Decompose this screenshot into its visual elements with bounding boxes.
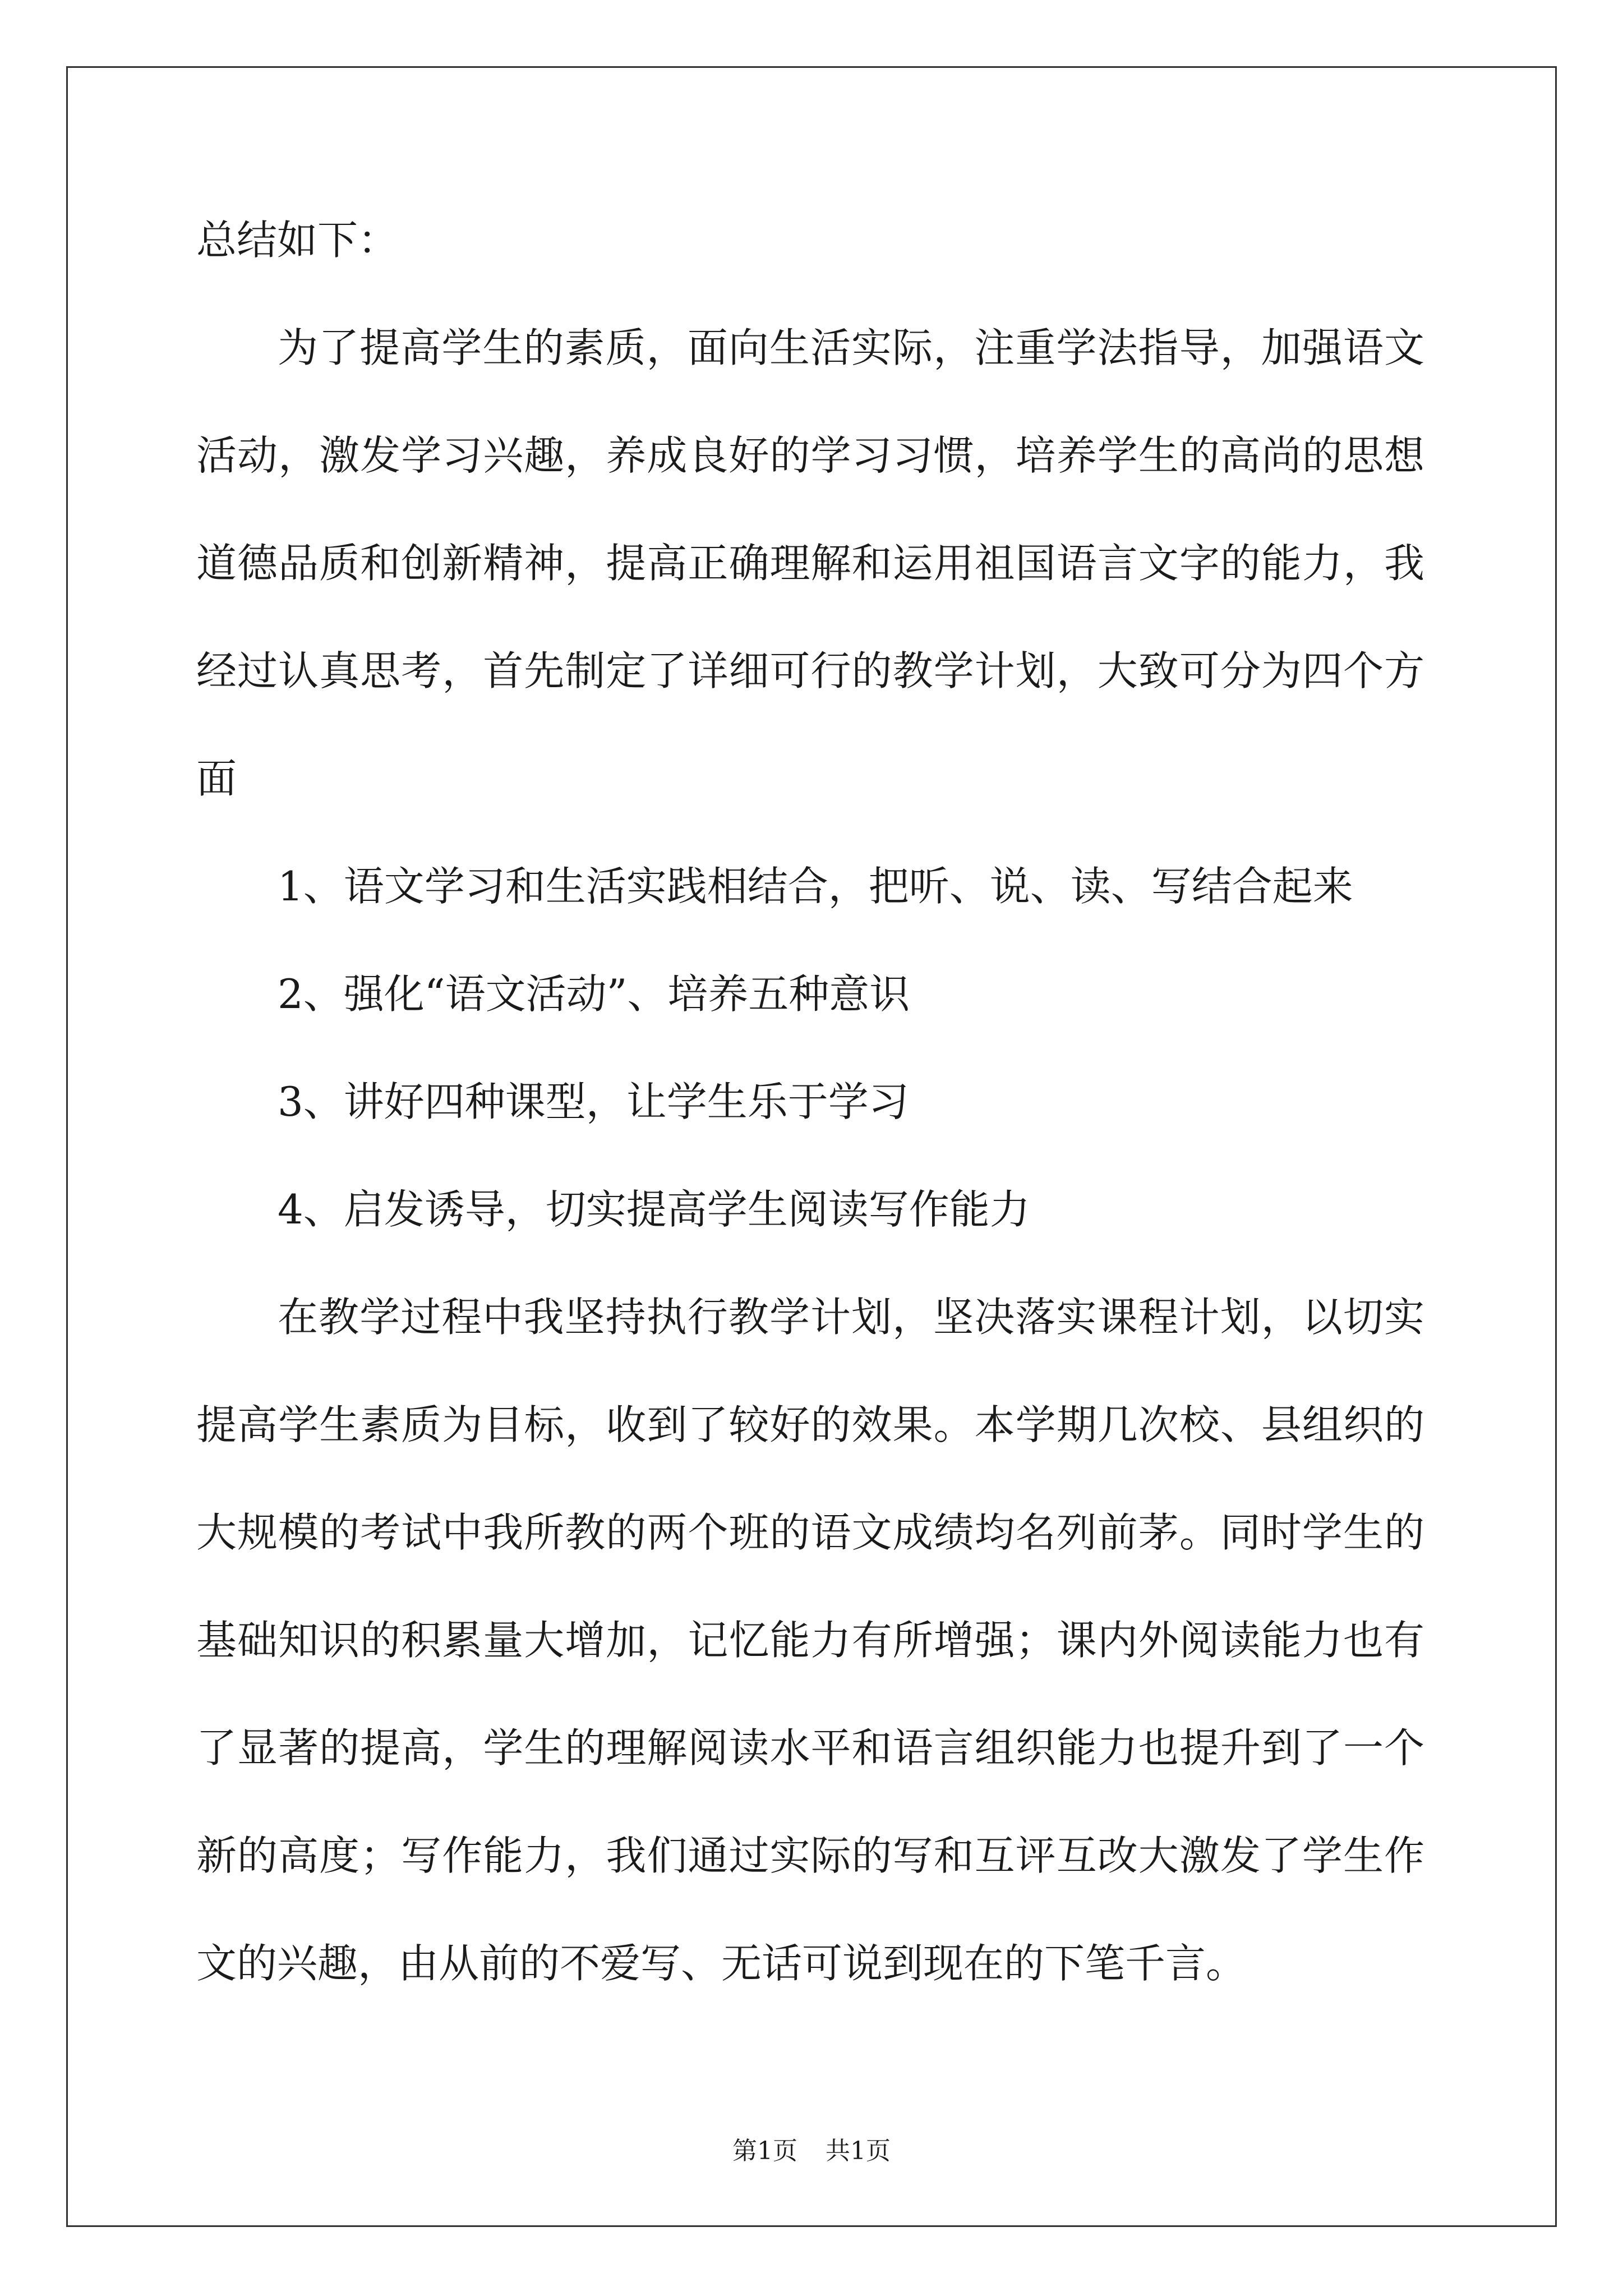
text-line: 在教学过程中我坚持执行教学计划，坚决落实课程计划，以切实 <box>278 1294 1424 1341</box>
text-line: 面 <box>196 755 237 802</box>
text-line: 道德品质和创新精神，提高正确理解和运用祖国语言文字的能力，我 <box>196 540 1424 587</box>
text-line: 新的高度；写作能力，我们通过实际的写和互评互改大激发了学生作 <box>196 1832 1424 1879</box>
text-line: 大规模的考试中我所教的两个班的语文成绩均名列前茅。同时学生的 <box>196 1509 1424 1556</box>
page-number: 第1页 <box>732 2137 797 2165</box>
text-line: 为了提高学生的素质，面向生活实际，注重学法指导，加强语文 <box>278 324 1424 371</box>
text-line: 基础知识的积累量大增加，记忆能力有所增强；课内外阅读能力也有 <box>196 1617 1424 1664</box>
text-line: 经过认真思考，首先制定了详细可行的教学计划，大致可分为四个方 <box>196 647 1424 694</box>
text-line: 活动，激发学习兴趣，养成良好的学习习惯，培养学生的高尚的思想 <box>196 432 1424 479</box>
text-line: 1、语文学习和生活实践相结合，把听、说、读、写结合起来 <box>278 863 1353 910</box>
page-total: 共1页 <box>826 2137 891 2165</box>
text-line: 4、启发诱导，切实提高学生阅读写作能力 <box>278 1186 1030 1233</box>
text-line: 了显著的提高，学生的理解阅读水平和语言组织能力也提升到了一个 <box>196 1724 1424 1772</box>
text-line: 文的兴趣，由从前的不爱写、无话可说到现在的下笔千言。 <box>196 1940 1247 1987</box>
page-footer <box>0 2131 1623 2166</box>
text-line: 2、强化“语文活动”、培养五种意识 <box>278 970 910 1018</box>
document-body <box>196 213 1424 2044</box>
text-line: 3、讲好四种课型，让学生乐于学习 <box>278 1078 909 1125</box>
text-line: 提高学生素质为目标，收到了较好的效果。本学期几次校、县组织的 <box>196 1401 1424 1448</box>
text-line: 总结如下： <box>196 217 399 264</box>
